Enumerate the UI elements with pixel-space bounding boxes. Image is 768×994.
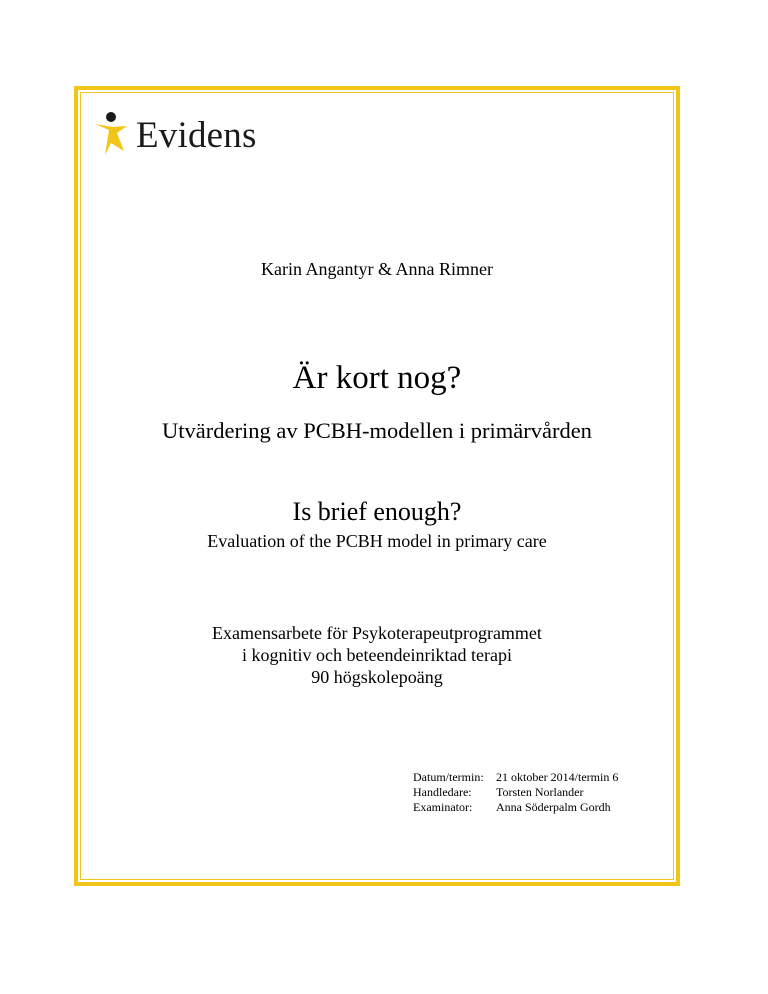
page-frame-inner [80, 92, 674, 880]
subtitle-swedish: Utvärdering av PCBH-modellen i primärvården [162, 418, 592, 443]
exam-description [80, 622, 674, 688]
meta-value: Torsten Norlander [496, 785, 584, 799]
exam-line-1: Examensarbete för Psykoterapeutprogrammet [212, 623, 542, 643]
exam-line-3: 90 högskolepoäng [311, 667, 443, 687]
person-star-icon [92, 111, 130, 159]
meta-row-supervisor [413, 785, 618, 800]
title-english: Is brief enough? [292, 497, 462, 526]
exam-line-2: i kognitiv och beteendeinriktad terapi [242, 645, 512, 665]
meta-label: Datum/termin: [413, 770, 484, 784]
evidens-logo [92, 110, 257, 160]
meta-info [413, 770, 618, 815]
meta-label: Handledare: [413, 785, 472, 799]
title-swedish: Är kort nog? [292, 360, 462, 396]
meta-value: Anna Söderpalm Gordh [496, 800, 611, 814]
meta-row-examiner [413, 800, 618, 815]
meta-row-date [413, 770, 618, 785]
meta-label: Examinator: [413, 800, 473, 814]
authors: Karin Angantyr & Anna Rimner [261, 259, 493, 279]
subtitle-english: Evaluation of the PCBH model in primary care [207, 531, 547, 551]
meta-value: 21 oktober 2014/termin 6 [496, 770, 619, 784]
logo-text: Evidens [136, 114, 257, 156]
